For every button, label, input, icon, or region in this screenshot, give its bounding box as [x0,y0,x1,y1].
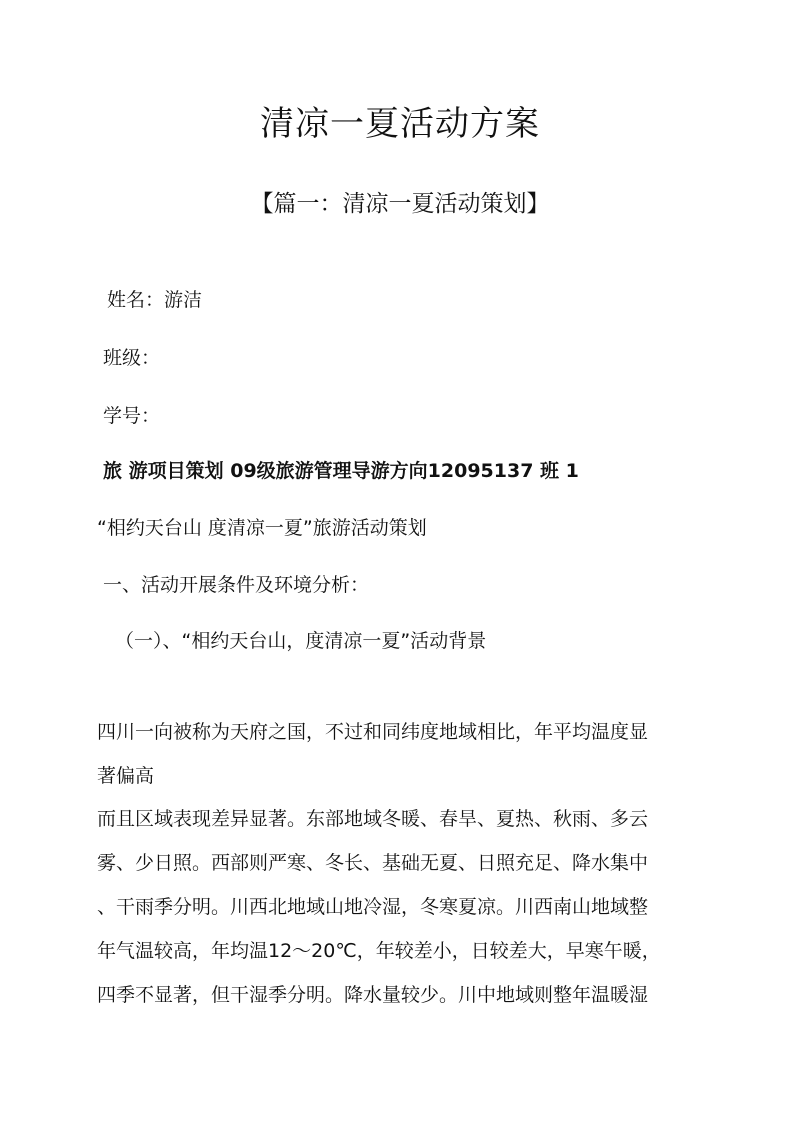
paragraph-line: 、干雨季分明。川西北地域山地冷湿，冬寒夏凉。川西南山地域整 [97,896,649,918]
paragraph-line: 著偏高 [97,765,155,787]
paragraph-line: 而且区域表现差异显著。东部地域冬暖、春旱、夏热、秋雨、多云 [97,808,649,830]
document-subtitle: 【篇一：清凉一夏活动策划】 [250,191,550,217]
paragraph-line: 年气温较高，年均温12～20℃，年较差小，日较差大，早寒午暖， [97,940,661,962]
course-line: 旅 游项目策划 09级旅游管理导游方向12095137 班 1 [103,460,579,482]
student-id-line: 学号： [103,405,161,427]
paragraph-line: 四川一向被称为天府之国，不过和同纬度地域相比，年平均温度显 [97,721,649,743]
paragraph-line: 雾、少日照。西部则严寒、冬长、基础无夏、日照充足、降水集中 [97,852,649,874]
section-heading: 一、活动开展条件及环境分析： [103,574,370,596]
paragraph-climate [97,797,697,1017]
paragraph-line: 四季不显著，但干湿季分明。降水量较少。川中地域则整年温暖湿 [97,984,649,1006]
document-title: 清凉一夏活动方案 [260,104,540,144]
subsection-heading: （一）、“相约天台山，度清凉一夏”活动背景 [115,630,487,652]
class-line: 班级： [103,347,161,369]
plan-title: “相约天台山 度清凉一夏”旅游活动策划 [97,517,427,539]
paragraph-intro [97,710,697,798]
name-line: 姓名：游洁 [107,289,203,311]
